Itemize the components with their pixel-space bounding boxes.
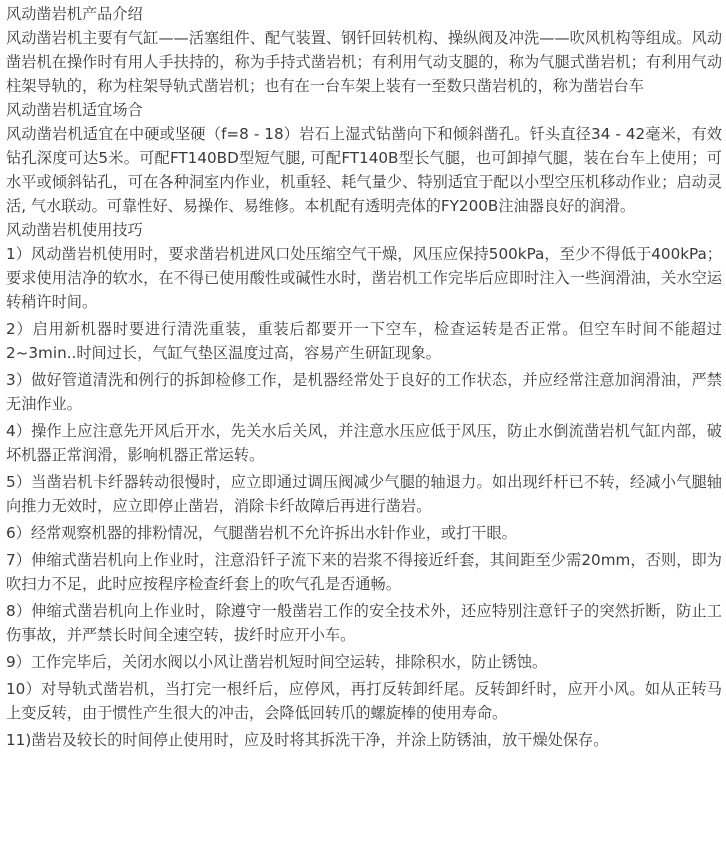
tip-item-5: 5）当凿岩机卡纤器转动很慢时，应立即通过调压阀减少气腿的轴退力。如出现纤杆已不转，经减小气腿轴向推力无效时，应立即停止凿岩，消除卡纤故障后再进行凿岩。	[6, 473, 722, 515]
tip-item-3: 3）做好管道清洗和例行的拆卸检修工作，是机器经常处于良好的工作状态，并应经常注意加润滑油，严禁无油作业。	[6, 371, 722, 413]
tip-item-1: 1）风动凿岩机使用时，要求凿岩机进风口处压缩空气干燥，风压应保持500kPa，至少不得低于400kPa；要求使用洁净的软水，在不得已使用酸性或碱性水时，凿岩机工作完毕后应即时注入一些润滑油，关水空运转稍许时间。	[6, 245, 722, 311]
intro-paragraph: 风动凿岩机主要有气缸——活塞组件、配气装置、钢钎回转机构、操纵阀及冲洗——吹风机构等组成。风动凿岩机在操作时有用人手扶持的，称为手持式凿岩机；有利用气动支腿的，称为气腿式凿岩机；有利用气动柱架导轨的，称为柱架导轨式凿岩机；也有在一台车架上装有一至数只凿岩机的，称为凿岩台车	[6, 29, 722, 95]
tip-item-9: 9）工作完毕后，关闭水阀以小风让凿岩机短时间空运转，排除积水，防止锈蚀。	[6, 653, 548, 671]
tip-item-7: 7）伸缩式凿岩机向上作业时，注意沿钎子流下来的岩浆不得接近纤套，其间距至少需20mm，否则，即为吹扫力不足，此时应按程序检查纤套上的吹气孔是否通畅。	[6, 551, 722, 593]
tips-heading: 风动凿岩机使用技巧	[6, 221, 143, 239]
tip-item-2: 2）启用新机器时要进行清洗重装，重装后都要开一下空车，检查运转是否正常。但空车时间不能超过2~3min..时间过长，气缸气垫区温度过高，容易产生研缸现象。	[6, 320, 722, 362]
tip-item-4: 4）操作上应注意先开风后开水，先关水后关风，并注意水压应低于风压，防止水倒流凿岩机气缸内部，破坏机器正常润滑，影响机器正常运转。	[6, 422, 722, 464]
tip-item-6: 6）经常观察机器的排粉情况，气腿凿岩机不允许拆出水针作业，或打干眼。	[6, 524, 517, 542]
applicable-heading: 风动凿岩机适宜场合	[6, 101, 143, 119]
tip-item-10: 10）对导轨式凿岩机，当打完一根纤后，应停风，再打反转卸纤尾。反转卸纤时，应开小风。如从正转马上变反转，由于惯性产生很大的冲击，会降低回转爪的螺旋棒的使用寿命。	[6, 680, 722, 722]
applicable-paragraph: 风动凿岩机适宜在中硬或坚硬（f=8 - 18）岩石上湿式钻凿向下和倾斜凿孔。钎头直径34 - 42毫米，有效钻孔深度可达5米。可配FT140BD型短气腿, 可配FT140B型长气腿，也可卸掉气腿，装在台车上使用；可水平或倾斜钻孔，可在各种洞室内作业，机重轻、耗气量少、特别适宜于配以小型空压机移动作业；启动灵活, 气水联动。可靠性好、易操作、易维修。本机配有透明壳体的FY200B注油器良好的润滑。	[6, 125, 722, 215]
tips-list	[6, 242, 722, 752]
tip-item-11: 11)凿岩及较长的时间停止使用时，应及时将其拆洗干净，并涂上防锈油，放干燥处保存。	[6, 731, 609, 749]
tip-item-8: 8）伸缩式凿岩机向上作业时，除遵守一般凿岩工作的安全技术外，还应特别注意钎子的突然折断，防止工伤事故，并严禁长时间全速空转，拔纤时应开小车。	[6, 602, 722, 644]
intro-heading: 风动凿岩机产品介绍	[6, 5, 143, 23]
